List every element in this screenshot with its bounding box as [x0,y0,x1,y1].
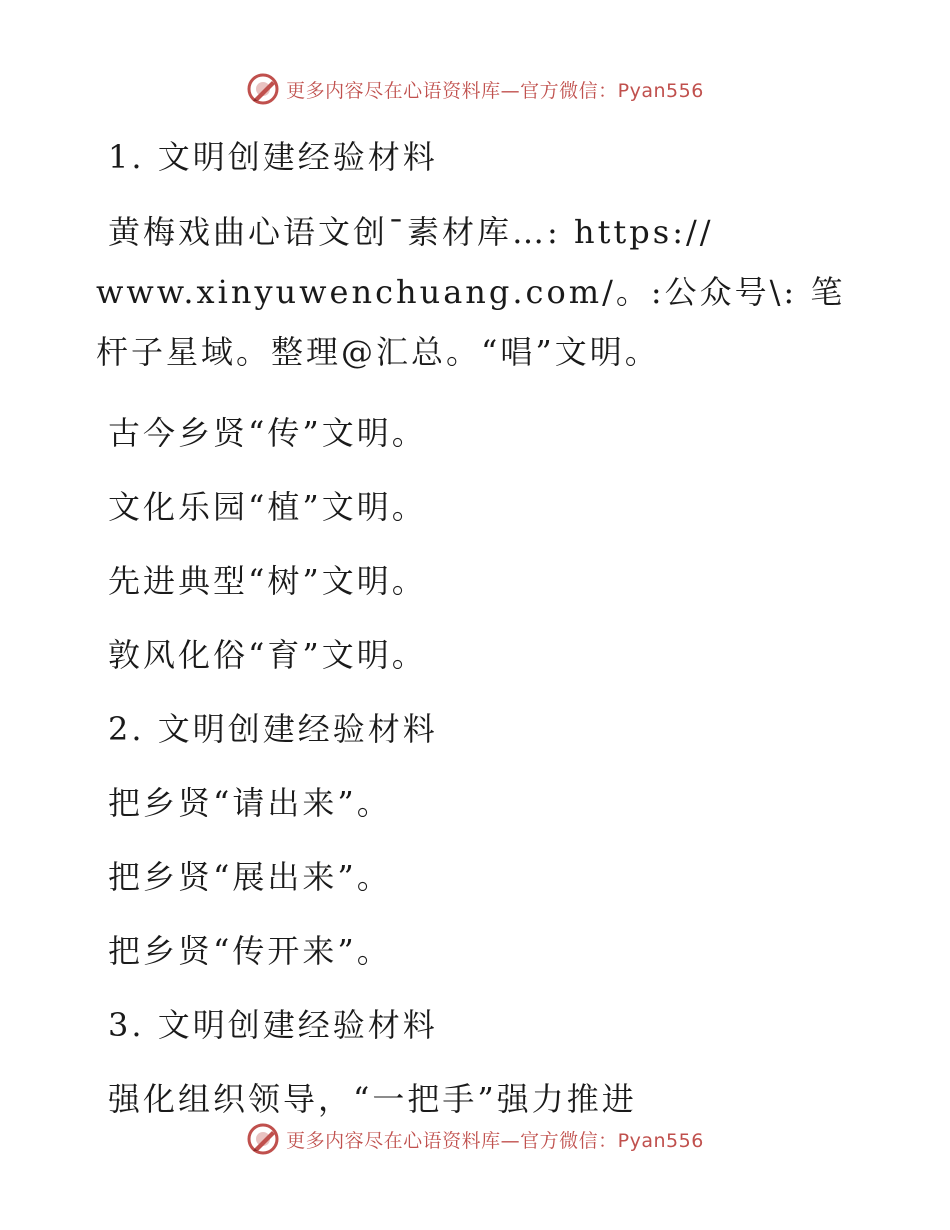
intro-paragraph [96,202,856,382]
pen-circle-logo-icon [246,1122,280,1156]
header-banner [0,72,950,106]
banner-text: 更多内容尽在心语资料库—官方微信：Pyan556 [286,1129,704,1152]
list-item: 强化组织领导，“一把手”强力推进 [108,1080,637,1118]
intro-paragraph-rest: www.xinyuwenchuang.com/。:公众号\: 笔杆子星域。整理@汇总。“唱”文明。 [96,273,846,371]
list-item: 把乡贤“请出来”。 [108,784,392,822]
list-item: 把乡贤“传开来”。 [108,932,392,970]
section-heading-2: 2. 文明创建经验材料 [108,710,438,748]
pen-circle-logo-icon [246,72,280,106]
section-heading-3: 3. 文明创建经验材料 [108,1006,438,1044]
footer-banner [0,1122,950,1156]
banner-text: 更多内容尽在心语资料库—官方微信：Pyan556 [286,79,704,102]
list-item: 古今乡贤“传”文明。 [108,414,427,452]
list-item: 先进典型“树”文明。 [108,562,427,600]
list-item: 把乡贤“展出来”。 [108,858,392,896]
list-item: 文化乐园“植”文明。 [108,488,427,526]
intro-paragraph-first-line: 黄梅戏曲心语文创¯素材库…: https:// [108,213,714,251]
list-item: 敦风化俗“育”文明。 [108,636,427,674]
document-body [96,120,856,1136]
section-heading-1: 1. 文明创建经验材料 [108,138,438,176]
